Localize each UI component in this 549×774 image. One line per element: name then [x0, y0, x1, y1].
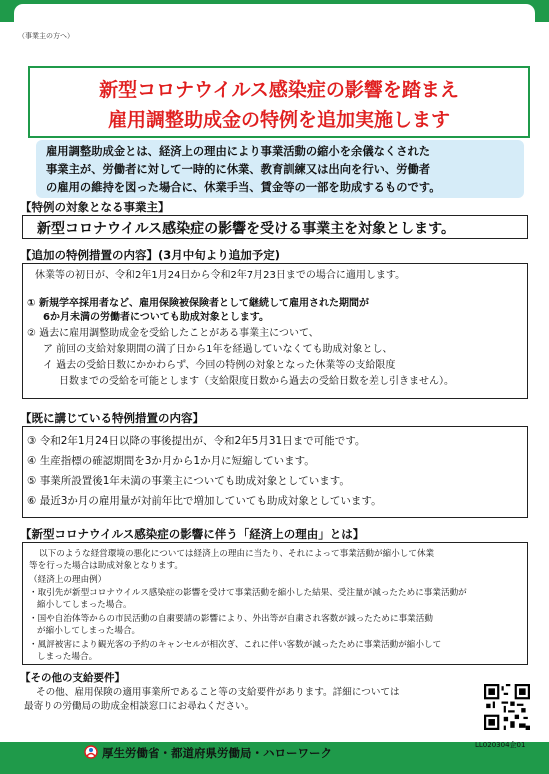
reason-examples-label: （経済上の理由例）	[29, 575, 107, 585]
reason-ex3-line1: ・風評被害により観光客の予約のキャンセルが相次ぎ、これに伴い客数が減ったために事業活動が縮小して	[29, 640, 442, 650]
target-box	[22, 215, 528, 239]
item2-a: ア 前回の支給対象期間の満了日から1年を経過していなくても助成対象とし、	[43, 344, 393, 355]
item1-line1: ① 新規学卒採用者など、雇用保険被保険者として継続して雇用された期間が	[27, 298, 369, 309]
item6: ⑥ 最近3か月の雇用量が対前年比で増加していても助成対象としています。	[27, 495, 382, 507]
mhlw-logo-icon	[84, 745, 98, 759]
title-box	[28, 66, 530, 138]
top-green-band	[0, 0, 549, 22]
additional-heading: 【追加の特例措置の内容】(3月中旬より追加予定)	[20, 248, 281, 262]
intro-box	[36, 140, 524, 198]
reason-intro-line2: 等を行った場合は助成対象となります。	[29, 561, 184, 571]
footer-organizations: 厚生労働省・都道府県労働局・ハローワーク	[102, 746, 332, 760]
item2-i-line1: イ 過去の受給日数にかかわらず、今回の特例の対象となった休業等の支給限度	[43, 360, 396, 371]
item2-line1: ② 過去に雇用調整助成金を受給したことがある事業主について、	[27, 328, 319, 339]
item1-line2: 6か月未満の労働者についても助成対象とします。	[43, 312, 269, 323]
intro-line-1: 雇用調整助成金とは、経済上の理由により事業活動の縮小を余儀なくされた	[46, 145, 431, 158]
intro-line-3: の雇用の維持を図った場合に、休業手当、賃金等の一部を助成するものです。	[46, 181, 441, 194]
item5: ⑤ 事業所設置後1年未満の事業主についても助成対象としています。	[27, 475, 350, 487]
document-code: LL020304企01	[475, 741, 526, 749]
reason-heading: 【新型コロナウイルス感染症の影響に伴う「経済上の理由」とは】	[20, 527, 365, 541]
reason-ex1-line2: 縮小してしまった場合。	[37, 600, 132, 610]
additional-period: 休業等の初日が、令和2年1月24日から令和2年7月23日までの場合に適用します。	[35, 270, 406, 281]
existing-heading: 【既に講じている特例措置の内容】	[20, 411, 204, 425]
title-line-2: 雇用調整助成金の特例を追加実施します	[107, 109, 450, 131]
intro-line-2: 事業主が、労働者に対して一時的に休業、教育訓練又は出向を行い、労働者	[46, 163, 431, 176]
title-line-1: 新型コロナウイルス感染症の影響を踏まえ	[99, 79, 459, 101]
other-line2: 最寄りの労働局の助成金相談窓口にお尋ねください。	[24, 701, 255, 712]
reason-ex2-line1: ・国や自治体等からの市民活動の自粛要請の影響により、外出等が自粛され客数が減ったために事業活動	[29, 614, 433, 624]
item4: ④ 生産指標の確認期間を3か月から1か月に短縮しています。	[27, 455, 315, 467]
reason-ex2-line2: が縮小してしまった場合。	[37, 626, 141, 636]
existing-box	[22, 426, 528, 518]
reason-box	[22, 542, 528, 665]
other-line1: その他、雇用保険の適用事業所であること等の支給要件があります。詳細については	[36, 687, 400, 698]
other-heading: 【その他の支給要件】	[20, 672, 125, 684]
qr-code-icon	[484, 684, 530, 730]
leaflet-content	[10, 22, 539, 760]
reason-ex3-line2: しまった場合。	[37, 652, 98, 662]
reason-ex1-line1: ・取引先が新型コロナウイルス感染症の影響を受けて事業活動を縮小した結果、受注量が減ったために事業活動が	[29, 588, 467, 598]
audience-label: （事業主の方へ）	[18, 32, 74, 40]
target-heading: 【特例の対象となる事業主】	[20, 200, 170, 214]
additional-box	[22, 263, 528, 399]
item2-i-line2: 日数までの受給を可能とします（支給限度日数から過去の受給日数を差し引きません）。	[59, 376, 454, 387]
reason-intro-line1: 以下のような経営環境の悪化については経済上の理由に当たり、それによって事業活動が縮小して休業	[39, 549, 435, 559]
target-text: 新型コロナウイルス感染症の影響を受ける事業主を対象とします。	[37, 221, 456, 237]
item3: ③ 令和2年1月24日以降の事後提出が、令和2年5月31日まで可能です。	[27, 435, 366, 447]
